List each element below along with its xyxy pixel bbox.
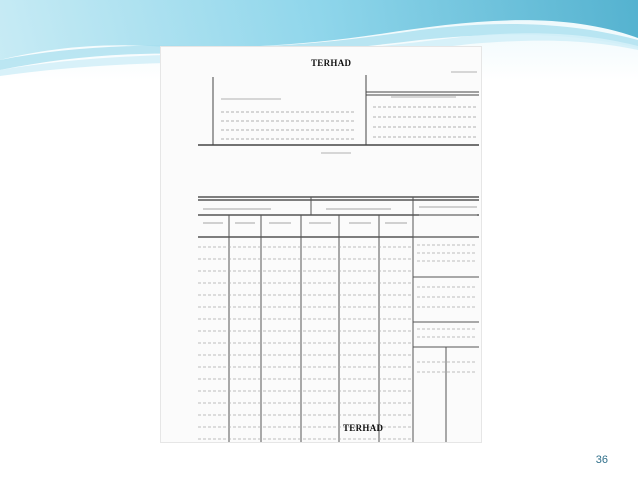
page-number: 36 bbox=[595, 454, 608, 466]
scanned-form-image bbox=[160, 46, 482, 443]
header-stamp: TERHAD bbox=[311, 58, 352, 68]
form-lines-drawing bbox=[161, 47, 481, 442]
footer-stamp: TERHAD bbox=[343, 423, 384, 433]
